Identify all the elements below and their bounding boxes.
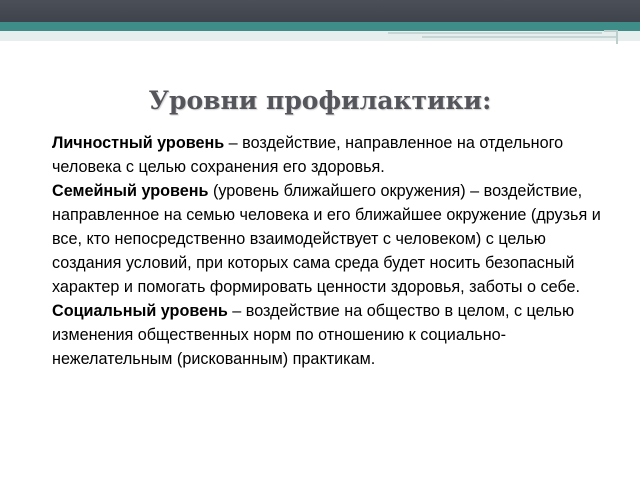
paragraph-personal-level	[52, 131, 612, 179]
term-social-level: Социальный уровень	[52, 302, 228, 320]
text-personal-level: – воздействие, направленное на отдельного человека с целью сохранения его здоровья.	[52, 134, 564, 176]
decorative-line	[388, 32, 602, 34]
term-personal-level: Личностный уровень	[52, 134, 225, 152]
decorative-line	[422, 36, 618, 38]
paragraph-social-level	[52, 299, 612, 371]
header-bar	[0, 0, 640, 22]
paragraph-family-level	[52, 179, 612, 299]
decorative-corner	[604, 30, 618, 44]
header-accent-band	[0, 22, 640, 31]
term-family-level: Семейный уровень	[52, 182, 209, 200]
text-family-level: (уровень ближайшего окружения) – воздействие, направленное на семью человека и его ближайшее окружение (друзья и все, кто непосредственно взаимодействует с человеком) с целью создания условий, при которых сама среда будет носить безопасный характер и помогать формировать ценности здоровья, заботы о себе.	[52, 182, 601, 296]
slide-body	[52, 131, 612, 371]
text-social-level: – воздействие на общество в целом, с целью изменения общественных норм по отношению к социально-нежелательным (рискованным) практикам.	[52, 302, 575, 368]
slide-title: Уровни профилактики:	[148, 86, 492, 115]
